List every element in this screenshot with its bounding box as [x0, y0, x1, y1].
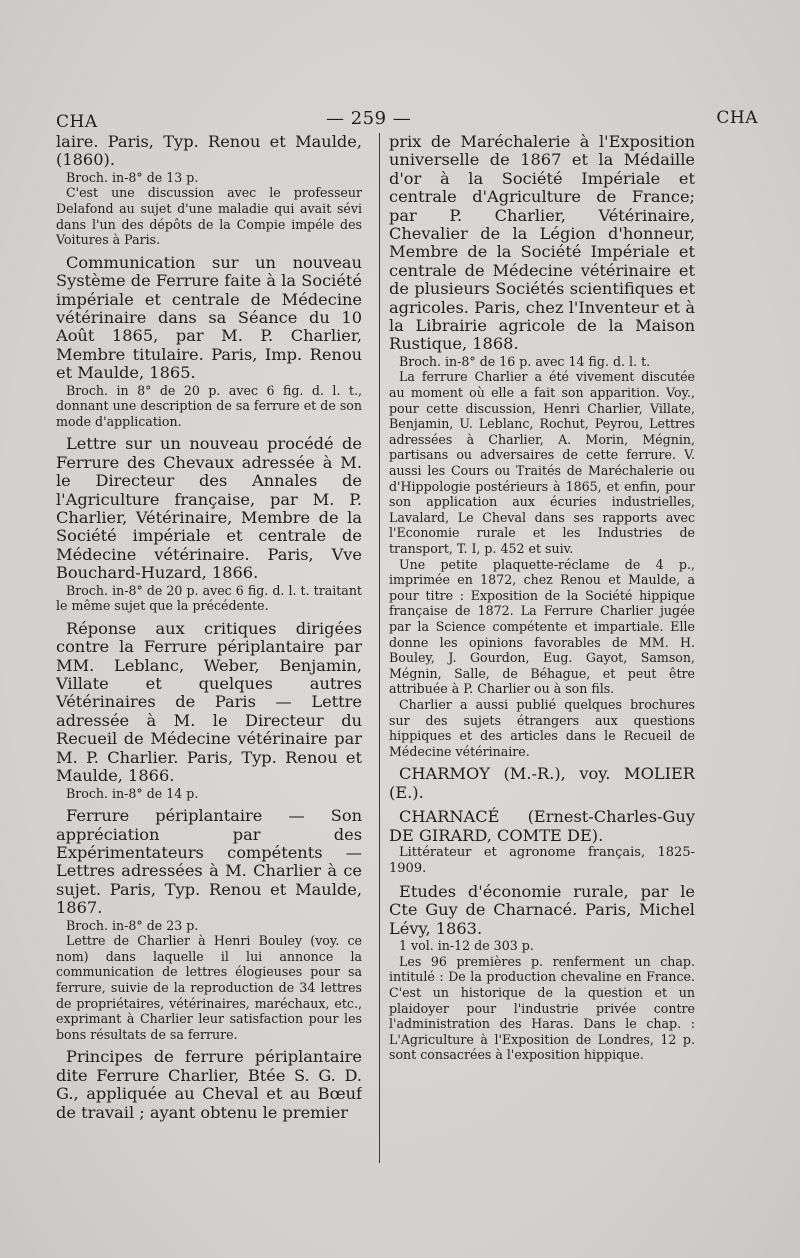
left-column: [56, 133, 362, 1122]
bibliographic-entry: Lettre sur un nouveau procédé de Ferrure des Chevaux adressée à M. le Directeur des Annales de l'Agriculture française, par M. P. Charlier, Vétérinaire, Membre de la Société impériale et centrale de Médecine vétérinaire. Paris, Vve Bouchard-Huzard, 1866.: [56, 434, 362, 583]
bibliographic-note: Broch. in-8° de 13 p.: [66, 169, 199, 185]
bibliographic-entry: Communication sur un nouveau Système de Ferrure faite à la Société impériale et centrale de Médecine vétérinaire dans sa Séance du 10 Août 1865, par M. P. Charlier, Membre titulaire. Paris, Imp. Renou et Maulde, 1865.: [56, 252, 362, 383]
running-header: [56, 108, 758, 136]
bibliographic-note: Broch. in 8° de 20 p. avec 6 fig. d. l. t., donnant une description de sa ferrure et de son mode d'application.: [56, 382, 362, 429]
bibliographic-note: Broch. in-8° de 20 p. avec 6 fig. d. l. t. traitant le même sujet que la précédente.: [56, 582, 362, 614]
bibliographic-entry: Ferrure périplantaire — Son appréciation par des Expérimentateurs compétents — Lettres adressées à M. Charlier à ce sujet. Paris, Typ. Renou et Maulde, 1867.: [56, 806, 362, 918]
bibliographic-note: Charlier a aussi publié quelques brochures sur des sujets étrangers aux questions hippiques et des articles dans le Recueil de Médecine vétérinaire.: [389, 696, 695, 759]
right-column: [389, 133, 695, 1063]
bibliographic-note: Littérateur et agronome français, 1825-1909.: [389, 844, 695, 876]
bibliographic-note: Broch. in-8° de 14 p.: [66, 785, 199, 801]
bibliographic-entry: CHARMOY (M.-R.), voy. MOLIER (E.).: [389, 764, 695, 802]
bibliographic-entry: laire. Paris, Typ. Renou et Maulde, (1860).: [56, 133, 362, 170]
bibliographic-note: Broch. in-8° de 23 p.: [66, 917, 199, 933]
column-divider: [379, 133, 380, 1163]
bibliographic-entry: Réponse aux critiques dirigées contre la Ferrure périplantaire par MM. Leblanc, Weber, Benjamin, Villate et quelques autres Vétérinaires de Paris — Lettre adressée à M. le Directeur du Recueil de Médecine vétérinaire par M. P. Charlier. Paris, Typ. Renou et Maulde, 1866.: [56, 618, 362, 786]
bibliographic-note: Une petite plaquette-réclame de 4 p., imprimée en 1872, chez Renou et Maulde, a pour titre : Exposition de la Société hippique française de 1872. La Ferrure Charlier jugée par la Science compétente et impartiale. Elle donne les opinions favorables de MM. H. Bouley, J. Gourdon, Eug. Gayot, Samson, Mégnin, Salle, de Béhague, et peut être attribuée à P. Charlier ou à son fils.: [389, 556, 695, 697]
header-right-guideword: CHA: [716, 108, 758, 128]
page-number: — 259 —: [326, 108, 412, 129]
bibliographic-entry: Etudes d'économie rurale, par le Cte Guy de Charnacé. Paris, Michel Lévy, 1863.: [389, 881, 695, 938]
bibliographic-entry: CHARNACÉ (Ernest-Charles-Guy DE GIRARD, COMTE DE).: [389, 807, 695, 845]
bibliographic-note: Les 96 premières p. renferment un chap. intitulé : De la production chevaline en France. C'est un historique de la question et un plaidoyer pour l'industrie privée contre l'administration des Haras. Dans le chap. : L'Agriculture à l'Exposition de Londres, 12 p. sont consacrées à l'exposition hippique.: [389, 953, 695, 1063]
bibliographic-entry: prix de Maréchalerie à l'Exposition universelle de 1867 et la Médaille d'or à la Société Impériale et centrale d'Agriculture de France; par P. Charlier, Vétérinaire, Chevalier de la Légion d'honneur, Membre de la Société Impériale et centrale de Médecine vétérinaire et de plusieurs Sociétés scientifiques et agricoles. Paris, chez l'Inventeur et à la Librairie agricole de la Maison Rustique, 1868.: [389, 133, 695, 354]
bibliographic-note: Lettre de Charlier à Henri Bouley (voy. ce nom) dans laquelle il lui annonce la communication de lettres élogieuses pour sa ferrure, suivie de la reproduction de 34 lettres de propriétaires, vétérinaires, maréchaux, etc., exprimant à Charlier leur satisfaction pour les bons résultats de sa ferrure.: [56, 933, 362, 1042]
bibliographic-note: C'est une discussion avec le professeur Delafond au sujet d'une maladie qui avait sévi dans l'un des dépôts de la Compie impéle des Voitures à Paris.: [56, 185, 362, 248]
bibliographic-note: La ferrure Charlier a été vivement discutée au moment où elle a fait son apparition. Voy., pour cette discussion, Henri Charlier, Villate, Benjamin, U. Leblanc, Rochut, Peyrou, Lettres adressées à Charlier, A. Morin, Mégnin, partisans ou adversaires de cette ferrure. V. aussi les Cours ou Traités de Maréchalerie ou d'Hippologie postérieurs à 1865, et enfin, pour son application aux écuries industrielles, Lavalard, Le Cheval dans ses rapports avec l'Economie rurale et les Industries de transport, T. I, p. 452 et suiv.: [389, 369, 695, 556]
bibliographic-note: Broch. in-8° de 16 p. avec 14 fig. d. l. t.: [399, 353, 651, 369]
header-left-guideword: CHA: [56, 112, 98, 132]
bibliographic-note: 1 vol. in-12 de 303 p.: [399, 938, 534, 954]
bibliographic-entry: Principes de ferrure périplantaire dite Ferrure Charlier, Btée S. G. D. G., appliquée au Cheval et au Bœuf de travail ; ayant obtenu le premier: [56, 1047, 362, 1122]
